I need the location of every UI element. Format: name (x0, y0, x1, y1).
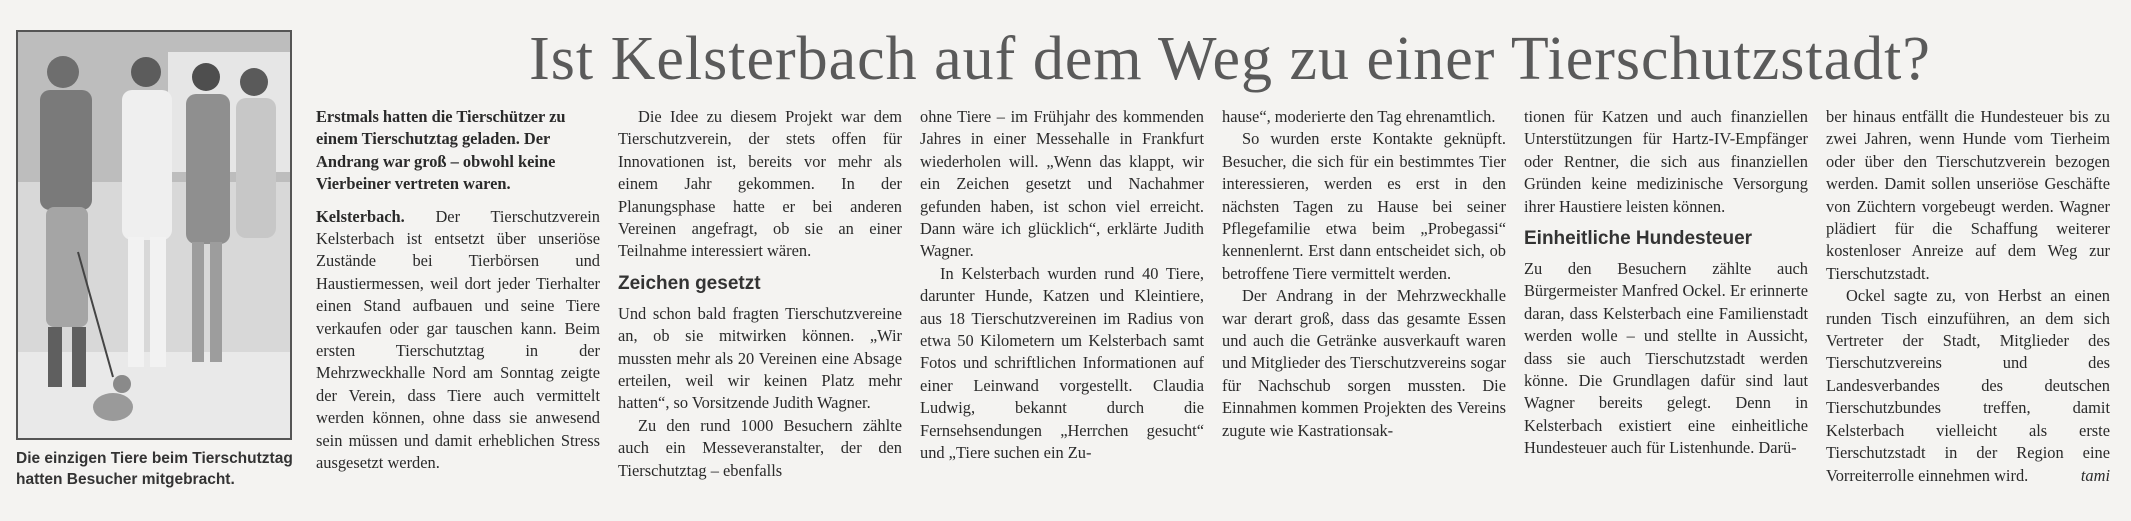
article-column-2 (618, 106, 902, 482)
paragraph-text: Der Tierschutzverein Kelsterbach ist entsetzt über unseriöse Zustände bei Tierbörsen und Haustiermessen, weil dort jeder Tierhalter einen Stand aufbauen und seine Tiere verkaufen oder gar tauschen kann. Beim ersten Tierschutztag in der Mehrzweckhalle Nord am Sonntag zeigte der Verein, dass Tiere auch vermittelt werden können, ohne dass sie anwesend sein müssen und damit erheblichen Stress ausgesetzt werden. (316, 206, 600, 473)
paragraph: ohne Tiere – im Frühjahr des kommenden Jahres in einer Messehalle in Frankfurt wiederholen will. „Wenn das klappt, wir ein Zeichen gesetzt und Nachahmer gefunden haben, ist schon viel erreicht. Dann wäre ich glücklich“, erklärte Judith Wagner. (920, 107, 1204, 261)
paragraph: ber hinaus entfällt die Hundesteuer bis zu zwei Jahren, wenn Hunde vom Tierheim oder über den Tierschutzverein bezogen werden. Damit sollen unseriöse Geschäfte von Züchtern vorgebeugt werden. Wagner plädiert für die Schaffung weiterer kostenloser Anreize auf dem Weg zur Tierschutzstadt. (1826, 107, 2110, 283)
subheading: Zeichen gesetzt (618, 272, 761, 294)
article-column-1 (316, 106, 600, 475)
paragraph: tionen für Katzen und auch finanziellen Unterstützungen für Hartz-IV-Empfänger oder Rentner, die sich aus finanziellen Gründen keine medizinische Versorgung ihrer Haustiere leisten können. (1524, 107, 1808, 216)
photo-caption: Die einzigen Tiere beim Tierschutztag hatten Besucher mitgebracht. (16, 450, 293, 488)
paragraph: Zu den rund 1000 Besuchern zählte auch ein Messeveranstalter, der den Tierschutztag – ebenfalls (618, 415, 902, 480)
people-photo-illustration (18, 32, 290, 438)
dateline: Kelsterbach. (316, 206, 405, 226)
paragraph: Und schon bald fragten Tierschutzvereine an, ob sie mitwirken können. „Wir mussten mehr als 20 Vereinen eine Absage erteilen, weil wir keinen Platz mehr hatten“, so Vorsitzende Judith Wagner. (618, 303, 902, 413)
paragraph: In Kelsterbach wurden rund 40 Tiere, darunter Hunde, Katzen und Kleintiere, aus 18 Tierschutzvereinen im Radius von etwa 50 Kilometern um Kelsterbach samt Fotos und schriftlichen Informationen auf einer Leinwand vorgestellt. Claudia Ludwig, bekannt durch die Fernsehsendungen „Herrchen gesucht“ und „Tiere suchen ein Zu- (920, 263, 1204, 463)
paragraph: hause“, moderierte den Tag ehrenamtlich. (1222, 107, 1496, 126)
article-photo (16, 30, 292, 440)
paragraph-text: Ockel sagte zu, von Herbst an einen runden Tisch einzuführen, an dem sich Vertreter der Stadt, Mitglieder des Tierschutzvereins und des Landesverbandes des deutschen Tierschutzbundes treffen, damit Kelsterbach vielleicht als erste Tierschutzstadt in der Region eine Vorreiterrolle einnehmen wird. (1826, 286, 2110, 485)
paragraph: So wurden erste Kontakte geknüpft. Besucher, die sich für ein bestimmtes Tier interessieren, werden es erst in den nächsten Tagen zu Hause bei seiner Pflegefamilie etwa beim „Probegassi“ kennenlernt. Erst dann entscheidet sich, ob betroffene Tiere vermittelt werden. (1222, 129, 1506, 283)
subheading: Einheitliche Hundesteuer (1524, 228, 1753, 250)
paragraph: Zu den Besuchern zählte auch Bürgermeister Manfred Ockel. Er erinnerte daran, dass Kelsterbach eine Familienstadt werden wolle – und stellte in Aussicht, dass sie auch Tierschutzstadt werden könne. Die Grundlagen dafür sind laut Wagner bereits gelegt. Denn in Kelsterbach existiert eine einheitliche Hundesteuer auch für Listenhunde. Darü- (1524, 259, 1808, 458)
article-column-6 (1826, 106, 2110, 487)
lead-paragraph: Erstmals hatten die Tierschützer zu einem Tierschutztag geladen. Der Andrang war groß – obwohl keine Vierbeiner vertreten waren. (316, 107, 566, 194)
article-column-3 (920, 106, 1204, 465)
paragraph (316, 206, 600, 475)
paragraph (1826, 285, 2110, 487)
headline: Ist Kelsterbach auf dem Weg zu einer Tierschutzstadt? (529, 25, 1931, 93)
article-column-5 (1524, 106, 1808, 460)
article-column-4 (1222, 106, 1506, 442)
paragraph: Die Idee zu diesem Projekt war dem Tierschutzverein, der stets offen für Innovationen ist, bereits vor mehr als einem Jahr gekommen. In der Planungsphase hatte er bei anderen Vereinen angefragt, ob sie an einer Teilnahme interessiert wären. (618, 107, 902, 261)
author-signature: tami (2080, 465, 2110, 485)
paragraph: Der Andrang in der Mehrzweckhalle war derart groß, dass das gesamte Essen und auch die Getränke ausverkauft waren und Mitglieder des Tierschutzvereins sogar für Nachschub sorgen mussten. Die Einnahmen kommen Projekten des Vereins zugute wie Kastrationsak- (1222, 286, 1506, 440)
